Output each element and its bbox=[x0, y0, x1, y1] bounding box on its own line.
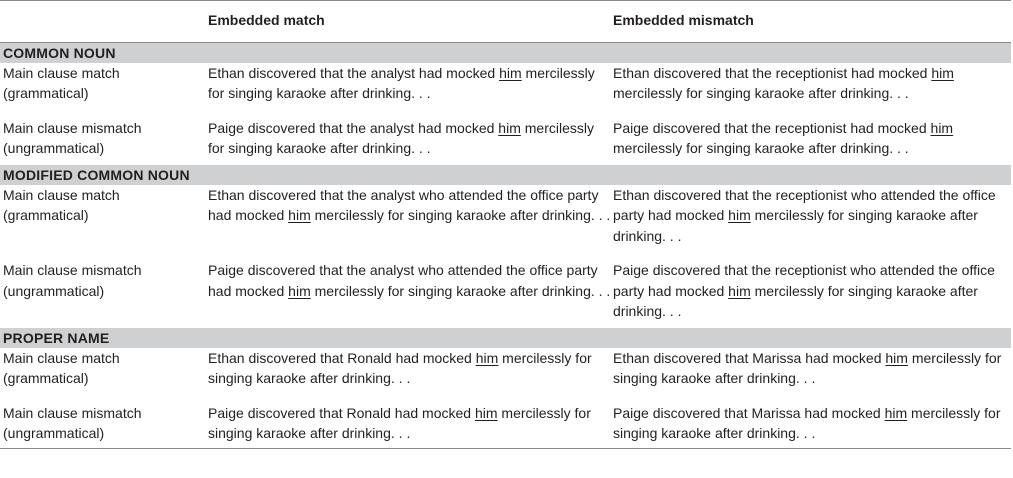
sentence-text: mercilessly for singing karaoke after drinking. . . bbox=[613, 207, 978, 244]
pronoun-underlined: him bbox=[728, 207, 751, 223]
pronoun-underlined: him bbox=[475, 349, 499, 366]
sentence-text: Ethan discovered that Marissa had mocked bbox=[613, 349, 886, 366]
sentence-text: mercilessly for singing karaoke after drinking. . . bbox=[208, 64, 595, 101]
section-title-proper-name: PROPER NAME bbox=[0, 328, 1011, 348]
condition-label: Main clause match (grammatical) bbox=[3, 349, 120, 386]
condition-label: Main clause mismatch (ungrammatical) bbox=[3, 262, 142, 299]
embedded-match-cell bbox=[208, 348, 613, 389]
pronoun-underlined: him bbox=[930, 119, 954, 136]
sentence-text: mercilessly for singing karaoke after drinking. . . bbox=[208, 119, 594, 156]
pronoun-underlined: him bbox=[931, 64, 954, 81]
embedded-mismatch-cell bbox=[613, 389, 1011, 449]
embedded-mismatch-cell bbox=[613, 185, 1011, 247]
embedded-mismatch-cell bbox=[613, 348, 1011, 389]
table-row bbox=[0, 185, 1011, 247]
embedded-match-cell bbox=[208, 389, 613, 449]
sentence-text: Ethan discovered that the receptionist who attended the office party had mocked bbox=[613, 186, 996, 223]
pronoun-underlined: him bbox=[288, 207, 311, 223]
sentence-text: mercilessly for singing karaoke after drinking. . . bbox=[208, 404, 591, 441]
sentence-text: mercilessly for singing karaoke after drinking. . . bbox=[613, 404, 1001, 441]
header-embedded-mismatch: Embedded mismatch bbox=[613, 1, 1011, 43]
pronoun-underlined: him bbox=[885, 349, 908, 366]
sentence-text: Paige discovered that the receptionist who attended the office party had mocked bbox=[613, 262, 995, 299]
sentence-text: mercilessly for singing karaoke after drinking. . . bbox=[613, 282, 978, 319]
sentence-text: mercilessly for singing karaoke after drinking. . . bbox=[310, 282, 611, 299]
table-row bbox=[0, 348, 1011, 389]
sentence-text: Ethan discovered that the analyst had mocked bbox=[208, 64, 500, 81]
sentence-text: Ethan discovered that the receptionist had mocked bbox=[613, 64, 932, 81]
sentence-text: mercilessly for singing karaoke after drinking. . . bbox=[613, 85, 909, 101]
table-row bbox=[0, 63, 1011, 104]
sentence-text: Paige discovered that the receptionist had mocked bbox=[613, 119, 931, 136]
pronoun-underlined: him bbox=[288, 282, 311, 299]
sentence-text: Paige discovered that the analyst had mocked bbox=[208, 119, 499, 136]
sentence-text: mercilessly for singing karaoke after drinking. . . bbox=[613, 349, 1002, 386]
embedded-mismatch-cell bbox=[613, 63, 1011, 104]
sentence-text: Ethan discovered that the analyst who attended the office party had mocked bbox=[208, 186, 599, 223]
sentence-text: mercilessly for singing karaoke after drinking. . . bbox=[310, 207, 611, 223]
sentence-text: mercilessly for singing karaoke after drinking. . . bbox=[208, 349, 592, 386]
pronoun-underlined: him bbox=[474, 404, 498, 421]
sentence-text: Paige discovered that Ronald had mocked bbox=[208, 404, 475, 421]
table-row bbox=[0, 246, 1011, 328]
condition-label: Main clause mismatch (ungrammatical) bbox=[3, 119, 142, 156]
header-condition bbox=[0, 1, 208, 43]
pronoun-underlined: him bbox=[728, 282, 751, 299]
sentence-text: Ethan discovered that Ronald had mocked bbox=[208, 349, 476, 366]
embedded-match-cell bbox=[208, 185, 613, 247]
header-embedded-match: Embedded match bbox=[208, 1, 613, 43]
condition-label: Main clause mismatch (ungrammatical) bbox=[0, 389, 208, 449]
sentence-text: Paige discovered that the analyst who attended the office party had mocked bbox=[208, 262, 598, 299]
section-row bbox=[0, 165, 1011, 185]
embedded-match-cell bbox=[208, 104, 613, 165]
sentence-text: mercilessly for singing karaoke after drinking. . . bbox=[613, 140, 909, 156]
section-title-common-noun: COMMON NOUN bbox=[0, 42, 1011, 63]
embedded-mismatch-cell bbox=[613, 104, 1011, 165]
pronoun-underlined: him bbox=[498, 119, 521, 136]
table-row bbox=[0, 389, 1011, 449]
embedded-match-cell bbox=[208, 63, 613, 104]
sentence-text: Paige discovered that Marissa had mocked bbox=[613, 404, 885, 421]
section-row bbox=[0, 42, 1011, 63]
header-row bbox=[0, 1, 1011, 43]
condition-label: Main clause match (grammatical) bbox=[3, 186, 120, 223]
pronoun-underlined: him bbox=[499, 64, 522, 81]
section-title-modified-common-noun: MODIFIED COMMON NOUN bbox=[0, 165, 1011, 185]
pronoun-underlined: him bbox=[884, 404, 908, 421]
condition-label: Main clause match (grammatical) bbox=[3, 64, 120, 101]
table-row bbox=[0, 104, 1011, 165]
embedded-mismatch-cell bbox=[613, 246, 1011, 328]
embedded-match-cell bbox=[208, 246, 613, 328]
section-row bbox=[0, 328, 1011, 348]
